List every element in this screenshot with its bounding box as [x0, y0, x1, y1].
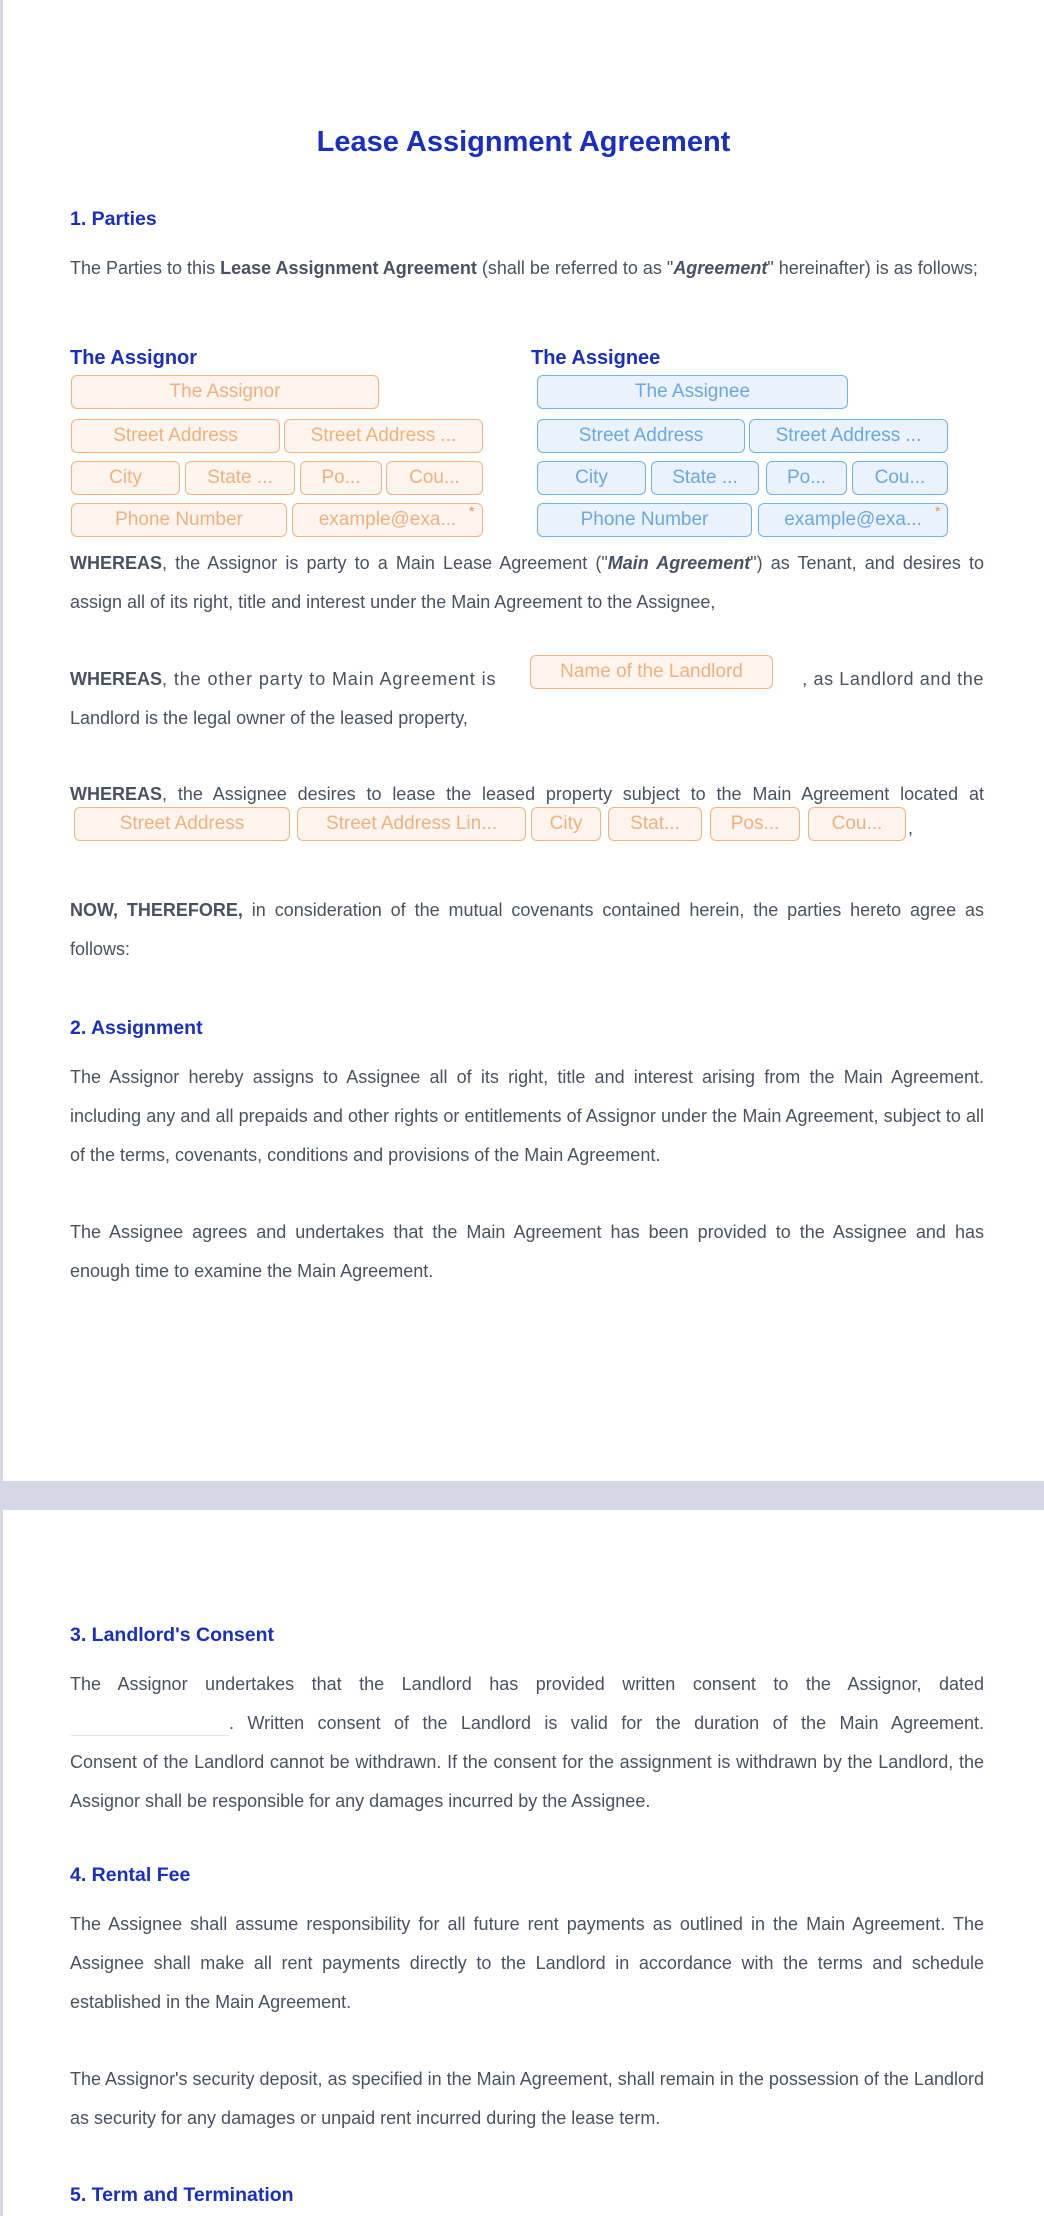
- property-city-field[interactable]: City: [531, 807, 601, 841]
- assignee-name-field[interactable]: The Assignee: [537, 375, 848, 409]
- assignor-state-field[interactable]: State ...: [185, 461, 295, 495]
- property-street1-field[interactable]: Street Address: [74, 807, 290, 841]
- landlord-name-field[interactable]: Name of the Landlord: [530, 655, 773, 689]
- assignor-country-field[interactable]: Cou...: [386, 461, 483, 495]
- property-country-field[interactable]: Cou...: [808, 807, 906, 841]
- property-address-trailing-comma: ,: [908, 818, 914, 838]
- assignor-phone-field[interactable]: Phone Number: [71, 503, 287, 537]
- assignor-email-field[interactable]: example@exa...: [292, 503, 483, 537]
- document-page-2: [3, 1510, 1044, 2216]
- whereas-clause-3: WHEREAS, the Assignee desires to lease the leased property subject to the Main Agreement located at: [70, 784, 984, 804]
- assignee-city-field[interactable]: City: [537, 461, 646, 495]
- rental-fee-paragraph-2: The Assignor's security deposit, as specified in the Main Agreement, shall remain in the possession of the Landlord as security for any damages or unpaid rent incurred during the lease term.: [70, 2069, 984, 2128]
- section-heading-term-termination: 5. Term and Termination: [70, 2184, 294, 2206]
- assignee-state-field[interactable]: State ...: [651, 461, 759, 495]
- section-heading-assignment: 2. Assignment: [70, 1017, 203, 1039]
- assignee-phone-field[interactable]: Phone Number: [537, 503, 752, 537]
- section-heading-parties: 1. Parties: [70, 208, 157, 230]
- now-therefore-clause: NOW, THEREFORE, in consideration of the mutual covenants contained herein, the parties hereto agree as follows:: [70, 900, 984, 959]
- page-separator: [0, 1481, 1044, 1510]
- rental-fee-paragraph-1: The Assignee shall assume responsibility for all future rent payments as outlined in the Main Agreement. The Assignee shall make all rent payments directly to the Landlord in accordance with the terms and schedule established in the Main Agreement.: [70, 1914, 984, 2012]
- assignee-street1-field[interactable]: Street Address: [537, 419, 745, 453]
- assignment-paragraph-2: The Assignee agrees and undertakes that the Main Agreement has been provided to the Assignee and has enough time to examine the Main Agreement.: [70, 1222, 984, 1281]
- property-street2-field[interactable]: Street Address Lin...: [297, 807, 526, 841]
- assignor-city-field[interactable]: City: [71, 461, 180, 495]
- property-state-field[interactable]: Stat...: [608, 807, 702, 841]
- assignor-label: The Assignor: [70, 347, 198, 369]
- parties-intro: The Parties to this Lease Assignment Agreement (shall be referred to as "Agreement" hereinafter) is as follows;: [70, 258, 978, 278]
- assignment-paragraph-1: The Assignor hereby assigns to Assignee all of its right, title and interest arising from the Main Agreement. including any and all prepaids and other rights or entitlements of Assignor under the Main Agreement, subject to all of the terms, covenants, conditions and provisions of the Main Agreement.: [70, 1067, 984, 1165]
- document-page-1: Lease Assignment Agreement 1. Parties The Parties to this Lease Assignment Agreement (shall be referred to as "Agreement" hereinafter) is as follows; The Assignor The Assignor Street Address Street Address ... City State ... Po... Cou... Phone Number example@exa... * The Assignee The Assignee Street Address Street Address ... City State ... Po... Cou... Phone Number example@exa... * WHEREAS, the Assignor is party to a Main Lease Agreement ("Main Agreement") as Tenant, and desires to assign all of its right, title and interest under the Main Agreement to the Assignee, WHEREAS, the other party to Main Agreement is , as Landlord and the Landlord is the legal owner of the leased property, Name of the Landlord WHEREAS, the Assignee desires to lease the leased property subject to the Main Agreement located at Street Address Street Address Lin... City Stat... Pos... Cou... , NOW, THEREFORE, in consideration of the mutual covenants contained herein, the parties hereto agree as follows: 2. Assignment The Assignor hereby assigns to Assignee all of its right, title and interest arising from the Main Agreement. including any and all prepaids and other rights or entitlements of Assignor under the Main Agreement, subject to all of the terms, covenants, conditions and provisions of the Main Agreement. The Assignee agrees and undertakes that the Main Agreement has been provided to the Assignee and has enough time to examine the Main Agreement.: [3, 0, 1044, 1481]
- assignor-street1-field[interactable]: Street Address: [71, 419, 280, 453]
- assignee-email-required-marker: *: [935, 503, 941, 519]
- assignor-name-field[interactable]: The Assignor: [71, 375, 379, 409]
- assignee-label: The Assignee: [531, 347, 661, 369]
- property-postal-field[interactable]: Pos...: [710, 807, 800, 841]
- assignee-country-field[interactable]: Cou...: [852, 461, 948, 495]
- consent-date-field[interactable]: [71, 1704, 229, 1736]
- assignee-postal-field[interactable]: Po...: [766, 461, 847, 495]
- section-heading-rental-fee: 4. Rental Fee: [70, 1864, 191, 1886]
- whereas-clause-1: WHEREAS, the Assignor is party to a Main Lease Agreement ("Main Agreement") as Tenant, and desires to assign all of its right, title and interest under the Main Agreement to the Assignee,: [70, 553, 985, 612]
- assignor-postal-field[interactable]: Po...: [300, 461, 382, 495]
- assignee-email-field[interactable]: example@exa...: [758, 503, 948, 537]
- assignee-street2-field[interactable]: Street Address ...: [749, 419, 948, 453]
- assignor-street2-field[interactable]: Street Address ...: [284, 419, 483, 453]
- document-title: Lease Assignment Agreement: [316, 126, 731, 158]
- section-heading-landlord-consent: 3. Landlord's Consent: [70, 1624, 274, 1646]
- assignor-email-required-marker: *: [469, 503, 475, 519]
- consent-paragraph: The Assignor undertakes that the Landlord has provided written consent to the Assignor, dated . Written consent of the Landlord is valid for the duration of the Main Agreement. Consent of the Landlord cannot be withdrawn. If the consent for the assignment is withdrawn by the Landlord, the Assignor shall be responsible for any damages incurred by the Assignee.: [70, 1674, 984, 1811]
